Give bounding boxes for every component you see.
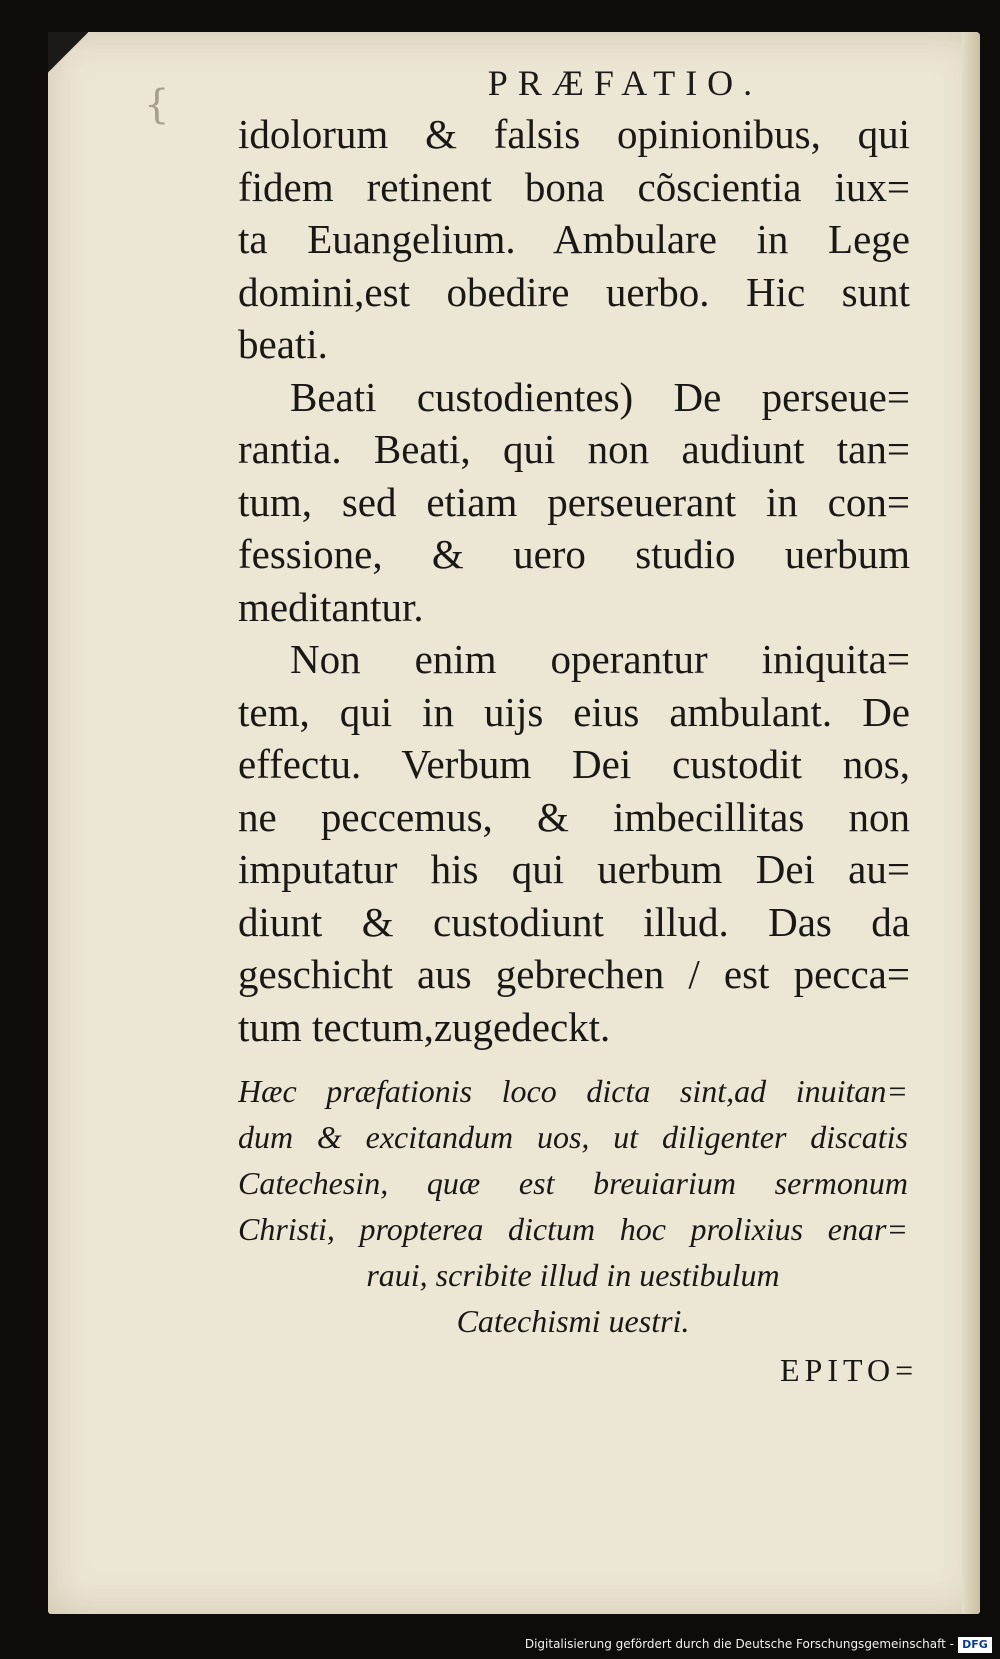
body-line: tum, sed etiam perseuerant in con= xyxy=(238,478,910,525)
body-line: tem, qui in uijs eius ambulant. De xyxy=(238,688,910,735)
page-corner-shadow xyxy=(48,32,88,92)
body-line: fessione, & uero studio uerbum xyxy=(238,531,910,577)
body-line: Beati custodientes) De perseue= xyxy=(290,373,910,420)
funding-notice: Digitalisierung gefördert durch die Deutsche Forschungsgemeinschaft - xyxy=(524,1637,954,1651)
body-line: ta Euangelium. Ambulare in Lege xyxy=(238,216,910,262)
body-line: fidem retinent bona cõscientia iux= xyxy=(238,163,910,210)
italic-line: Christi, propterea dictum hoc prolixius enar= xyxy=(238,1211,908,1247)
italic-line: raui, scribite illud in uestibulum xyxy=(366,1257,780,1293)
body-line: meditantur. xyxy=(238,583,424,630)
footer-bar xyxy=(0,1625,1000,1659)
body-line: tum tectum,zugedeckt. xyxy=(238,1003,611,1050)
body-line: imputatur his qui uerbum Dei au= xyxy=(238,846,910,892)
body-line: beati. xyxy=(238,321,328,367)
body-line: geschicht aus gebrechen / est pecca= xyxy=(238,951,910,997)
running-head: PRÆFATIO. xyxy=(487,63,763,103)
body-line: ne peccemus, & imbecillitas non xyxy=(238,793,910,840)
catchword: EPITO= xyxy=(780,1352,919,1388)
italic-line: Hæc præfationis loco dicta sint,ad inuitan= xyxy=(238,1073,908,1109)
body-line: diunt & custodiunt illud. Das da xyxy=(238,898,910,945)
body-line: effectu. Verbum Dei custodit nos, xyxy=(238,741,910,787)
dfg-logo-icon: DFG xyxy=(958,1637,992,1653)
body-line: domini,est obedire uerbo. Hic sunt xyxy=(238,268,910,315)
margin-mark: { xyxy=(144,82,170,128)
italic-line: Catechesin, quæ est breuiarium sermonum xyxy=(238,1165,908,1201)
italic-line: Catechismi uestri. xyxy=(456,1303,690,1339)
body-line: Non enim operantur iniquita= xyxy=(290,636,910,682)
body-line: idolorum & falsis opinionibus, qui xyxy=(238,111,910,157)
page-spine xyxy=(962,32,980,1614)
italic-paragraph xyxy=(238,1068,908,1344)
body-line: rantia. Beati, qui non audiunt tan= xyxy=(238,426,910,472)
italic-line: dum & excitandum uos, ut diligenter discatis xyxy=(238,1119,908,1155)
body-text xyxy=(238,108,910,1053)
